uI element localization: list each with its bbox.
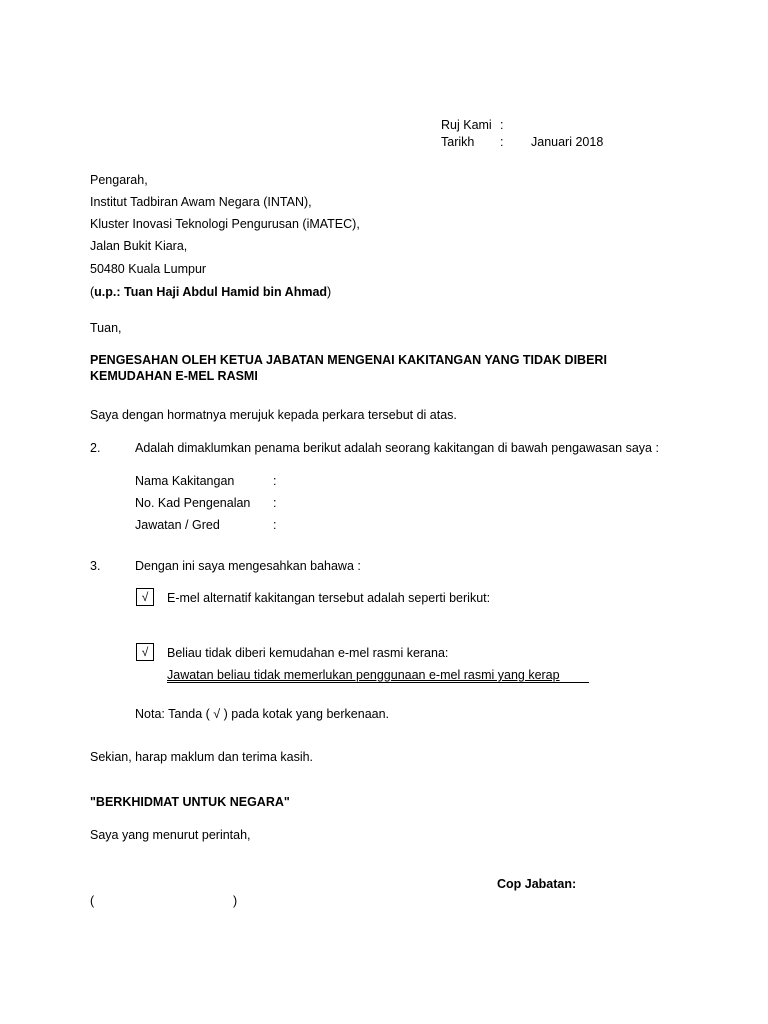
address-line-3: Kluster Inovasi Teknologi Pengurusan (iMATEC), (90, 217, 360, 231)
stamp-label: Cop Jabatan: (497, 877, 577, 891)
signature-open-paren: ( (90, 894, 95, 908)
paragraph-2-text: Adalah dimaklumkan penama berikut adalah seorang kakitangan di bawah pengawasan saya : (135, 441, 659, 455)
field-nama-label: Nama Kakitangan (135, 474, 235, 488)
paragraph-1: Saya dengan hormatnya merujuk kepada perkara tersebut di atas. (90, 408, 457, 422)
attention-line (90, 285, 331, 300)
ruj-kami-colon: : (500, 118, 504, 132)
option-2-text: Beliau tidak diberi kemudahan e-mel rasmi kerana: (167, 646, 449, 660)
tarikh-colon: : (500, 135, 504, 149)
paragraph-3-text: Dengan ini saya mengesahkan bahawa : (135, 559, 361, 573)
reason-underline (167, 682, 589, 683)
attention-close-paren: ) (327, 285, 332, 299)
tarikh-label: Tarikh (441, 135, 475, 149)
option-1-text: E-mel alternatif kakitangan tersebut adalah seperti berikut: (167, 591, 491, 605)
attention-open-paren: ( (90, 285, 95, 299)
option-2-reason: Jawatan beliau tidak memerlukan penggunaan e-mel rasmi yang kerap (167, 668, 560, 682)
sign-off: Saya yang menurut perintah, (90, 828, 251, 842)
signature-close-paren: ) (233, 894, 238, 908)
option-1-checkbox: √ (136, 588, 154, 606)
paragraph-2-number: 2. (90, 441, 101, 455)
subject-line-2: KEMUDAHAN E-MEL RASMI (90, 369, 258, 383)
address-line-5: 50480 Kuala Lumpur (90, 262, 207, 276)
field-kad-label: No. Kad Pengenalan (135, 496, 251, 510)
field-nama-colon: : (273, 474, 277, 488)
tarikh-value: Januari 2018 (531, 135, 604, 149)
address-line-4: Jalan Bukit Kiara, (90, 239, 188, 253)
subject-line-1: PENGESAHAN OLEH KETUA JABATAN MENGENAI KAKITANGAN YANG TIDAK DIBERI (90, 353, 607, 367)
motto: "BERKHIDMAT UNTUK NEGARA" (90, 795, 290, 809)
ruj-kami-label: Ruj Kami (441, 118, 492, 132)
paragraph-3-number: 3. (90, 559, 101, 573)
salutation: Tuan, (90, 321, 122, 335)
address-line-1: Pengarah, (90, 173, 148, 187)
note-text: Nota: Tanda ( √ ) pada kotak yang berkenaan. (135, 707, 390, 721)
attention-name: u.p.: Tuan Haji Abdul Hamid bin Ahmad (94, 285, 328, 299)
address-line-2: Institut Tadbiran Awam Negara (INTAN), (90, 195, 312, 209)
field-jawatan-label: Jawatan / Gred (135, 518, 220, 532)
field-jawatan-colon: : (273, 518, 277, 532)
closing-text: Sekian, harap maklum dan terima kasih. (90, 750, 314, 764)
field-kad-colon: : (273, 496, 277, 510)
option-2-checkbox: √ (136, 643, 154, 661)
